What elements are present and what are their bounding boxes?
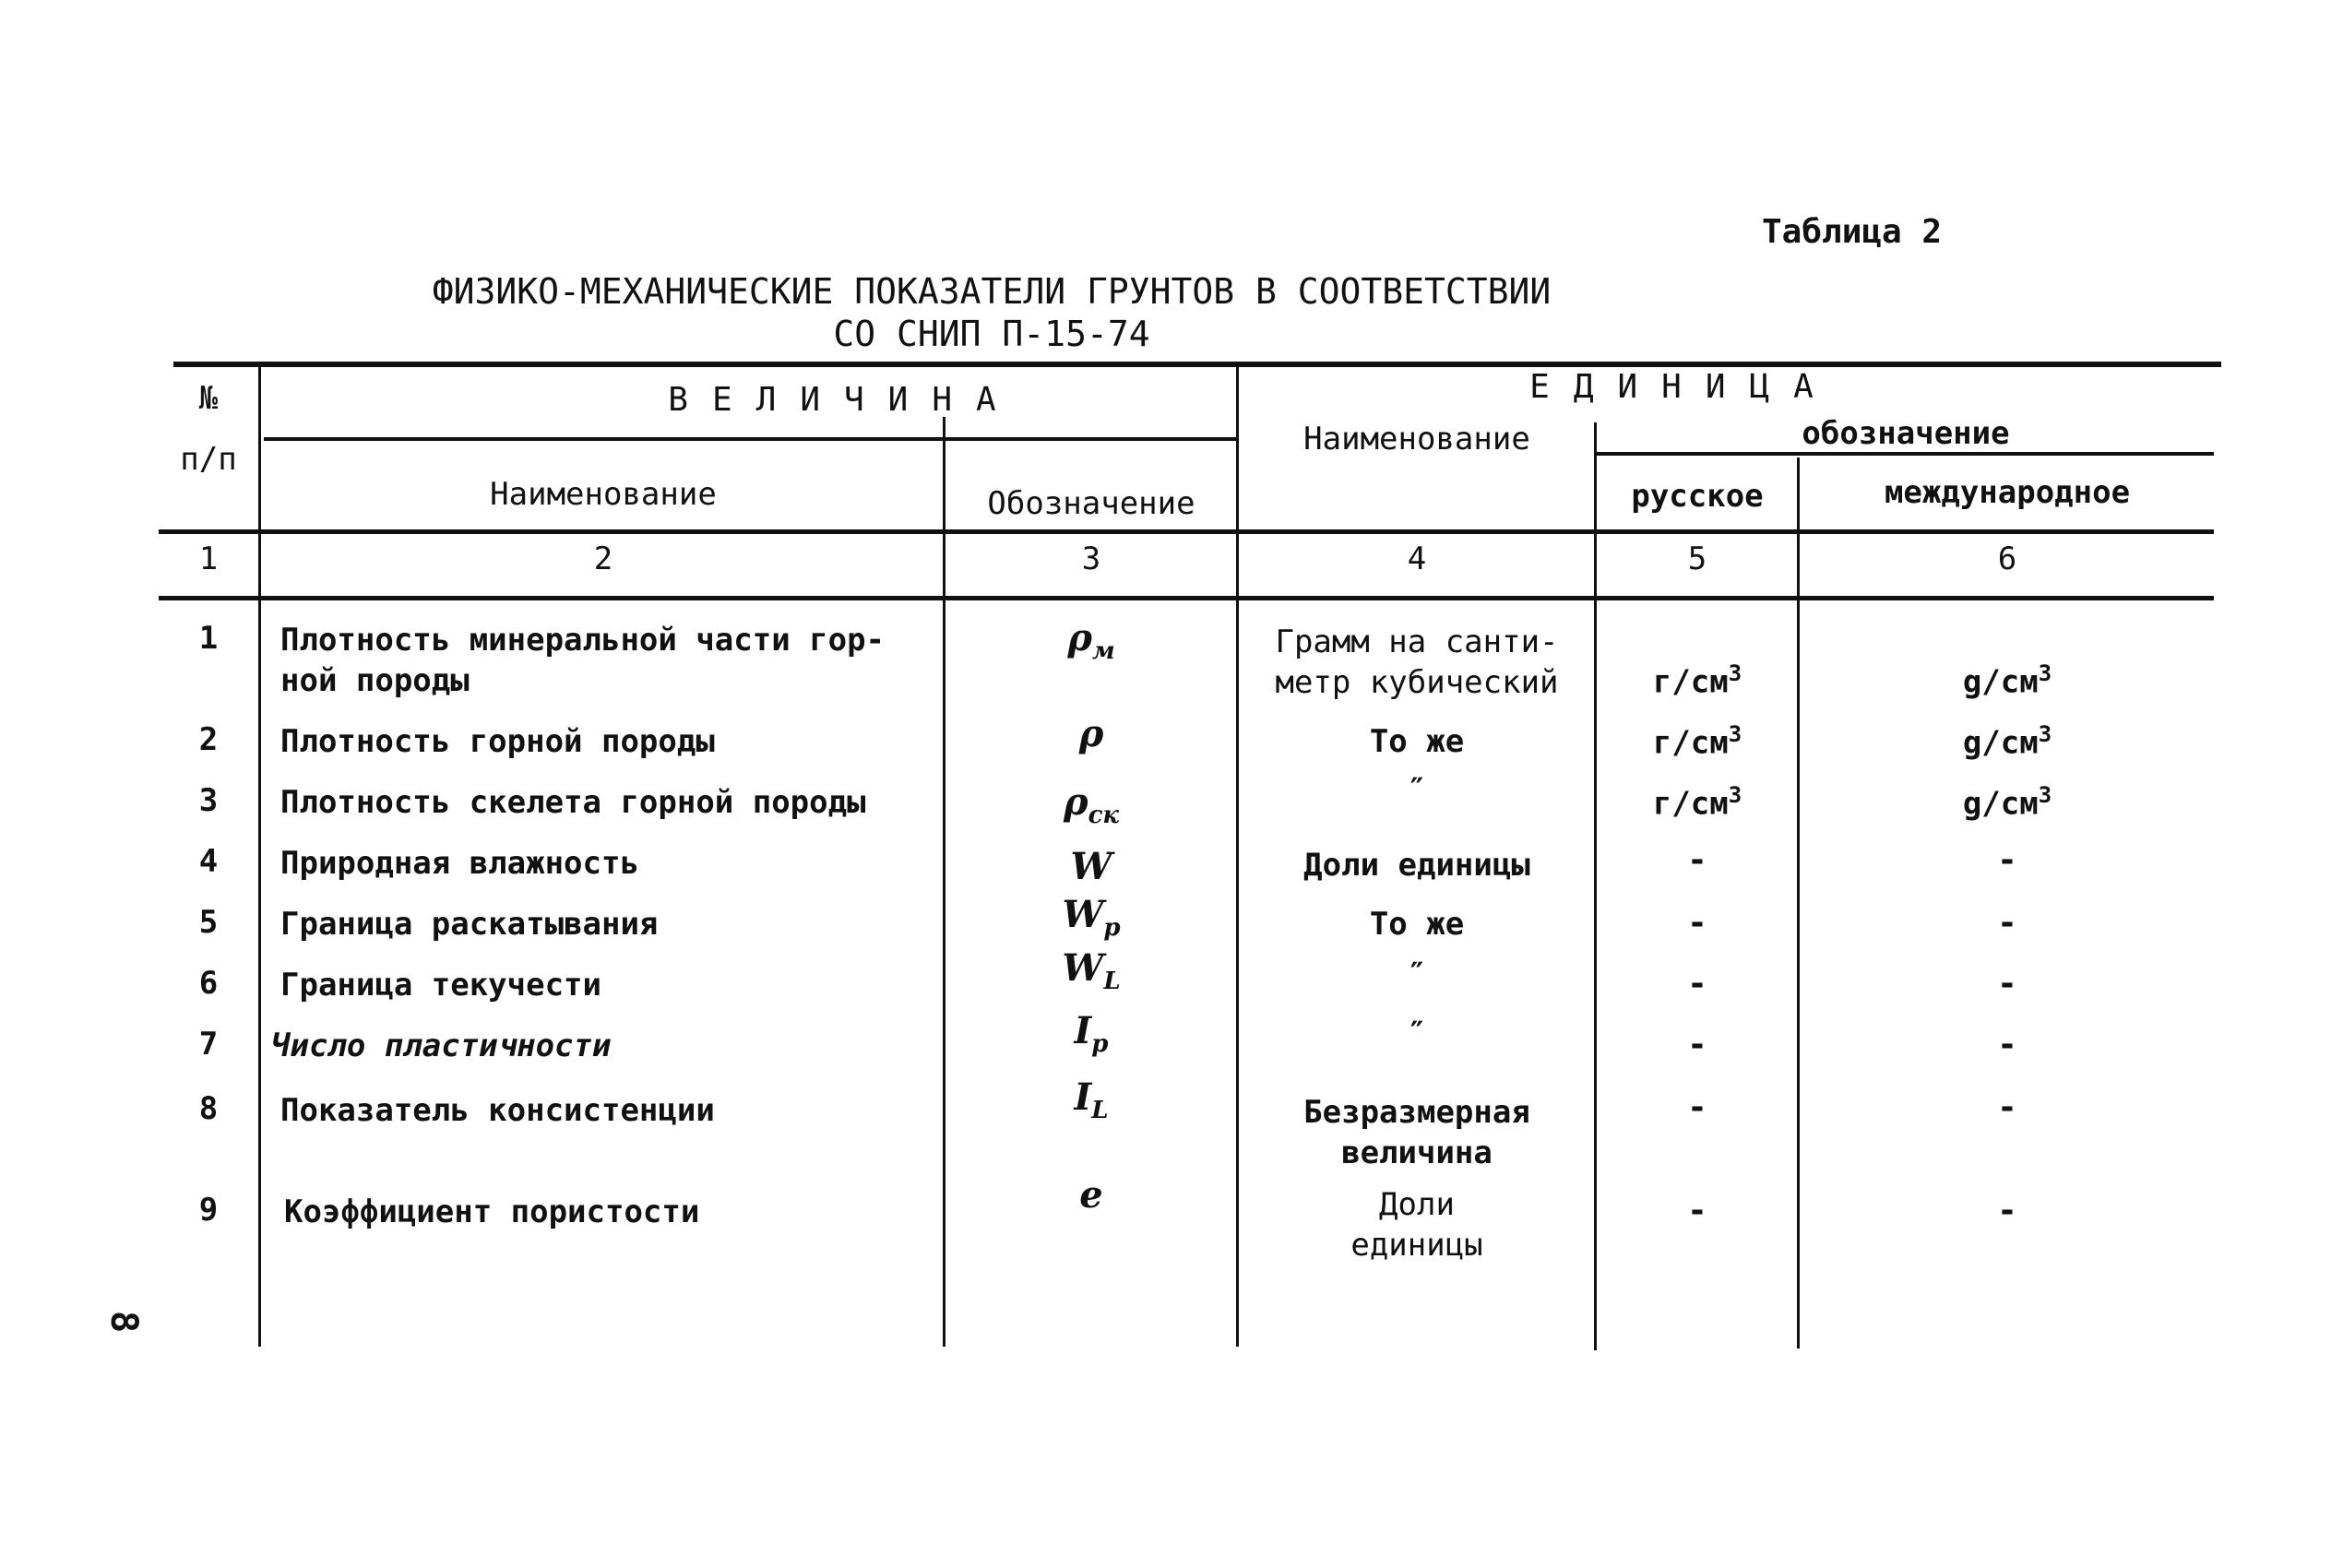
row9-unit-line2: единицы: [1350, 1227, 1483, 1264]
row6-symbol: $W_L$: [1062, 946, 1121, 995]
row6-num: 6: [198, 965, 219, 1002]
row6-unit-ru: -: [1687, 965, 1707, 1003]
header-bottom-rule: [159, 529, 2214, 534]
row5-num: 5: [198, 904, 219, 941]
row9-unit-ru: -: [1687, 1192, 1707, 1229]
table-top-rule: [173, 362, 2221, 367]
col-divider-1: [258, 365, 261, 1347]
row1-name-line1: Плотность минеральной части гор-: [280, 622, 886, 659]
row1-unit-line2: метр кубический: [1275, 664, 1559, 701]
page-number: 8: [102, 1310, 146, 1334]
row1-symbol: $\rho_м$: [1067, 616, 1115, 665]
colnum-5: 5: [1687, 540, 1707, 577]
row3-unit-int: $g/см^3$: [1962, 782, 2052, 823]
row6-name: Граница текучести: [280, 967, 601, 1004]
row2-symbol: ρ: [1078, 712, 1104, 755]
row2-unit-int: $g/см^3$: [1962, 721, 2052, 762]
col-divider-2: [943, 417, 945, 1347]
row5-unit-int: -: [1997, 904, 2017, 942]
table-label: Таблица 2: [1762, 213, 1943, 251]
header-unit-symbol-int: международное: [1884, 474, 2131, 511]
header-unit-symbol-group: обозначение: [1802, 415, 2010, 452]
header-quantity-name: Наименование: [490, 476, 717, 513]
header-unit-symbol-ru: русское: [1631, 478, 1764, 515]
row4-unit-ru: -: [1687, 841, 1707, 879]
row7-name: Число пластичности: [271, 1028, 612, 1064]
row1-name-line2: ной породы: [280, 662, 470, 699]
colnum-6: 6: [1997, 540, 2017, 577]
row1-unit-line1: Грамм на санти-: [1275, 624, 1559, 660]
col-divider-5: [1797, 457, 1800, 1348]
row3-unit-ru: $г/см^3$: [1652, 782, 1742, 823]
row5-name: Граница раскатывания: [280, 906, 659, 943]
row9-unit-int: -: [1997, 1192, 2017, 1229]
colnum-4: 4: [1407, 540, 1427, 577]
row4-unit-int: -: [1997, 841, 2017, 879]
row3-symbol: $\rho_{ск}$: [1063, 780, 1120, 829]
row7-symbol: $I_p$: [1074, 1009, 1109, 1058]
row4-num: 4: [198, 843, 219, 880]
row3-unit-ditto: ″: [1408, 771, 1426, 806]
row1-unit-int: $g/см^3$: [1962, 660, 2052, 701]
row2-num: 2: [198, 721, 219, 758]
quantity-group-rule: [264, 437, 1237, 441]
row4-symbol: W: [1070, 845, 1112, 888]
row8-num: 8: [198, 1090, 219, 1127]
colnum-bottom-rule: [159, 596, 2214, 600]
row4-unit: Доли единицы: [1303, 847, 1530, 884]
row7-unit-int: -: [1997, 1026, 2017, 1063]
col-divider-4: [1594, 422, 1597, 1350]
header-unit-group: ЕДИНИЦА: [1529, 368, 1837, 406]
table-title-line1: ФИЗИКО-МЕХАНИЧЕСКИЕ ПОКАЗАТЕЛИ ГРУНТОВ В СООТВЕТСТВИИ: [432, 271, 1552, 312]
row9-num: 9: [198, 1192, 219, 1229]
row9-symbol: e: [1079, 1173, 1103, 1217]
row7-unit-ru: -: [1687, 1026, 1707, 1063]
row8-symbol: $I_L$: [1074, 1075, 1109, 1124]
row5-unit: То же: [1369, 906, 1465, 943]
row1-num: 1: [198, 620, 219, 657]
row7-num: 7: [198, 1026, 219, 1063]
colnum-3: 3: [1081, 540, 1101, 577]
row3-num: 3: [198, 782, 219, 819]
row8-unit-line1: Безразмерная: [1303, 1094, 1530, 1131]
row8-unit-int: -: [1997, 1088, 2017, 1126]
row1-unit-ru: $г/см^3$: [1652, 660, 1742, 701]
row9-unit-line1: Доли: [1379, 1186, 1455, 1223]
header-unit-name: Наименование: [1303, 421, 1530, 457]
header-num-line2: п/п: [180, 441, 237, 478]
row7-unit-ditto: ″: [1408, 1015, 1426, 1050]
row4-name: Природная влажность: [280, 845, 639, 882]
row2-unit-ru: $г/см^3$: [1652, 721, 1742, 762]
row5-unit-ru: -: [1687, 904, 1707, 942]
colnum-1: 1: [198, 540, 219, 577]
header-quantity-group: ВЕЛИЧИНА: [668, 381, 1020, 419]
row8-name: Показатель консистенции: [280, 1092, 715, 1129]
row2-name: Плотность горной породы: [280, 723, 715, 760]
row6-unit-int: -: [1997, 965, 2017, 1003]
table-title-line2: СО СНИП П-15-74: [833, 314, 1150, 354]
header-quantity-symbol: Обозначение: [987, 485, 1195, 522]
col-divider-3: [1236, 367, 1239, 1347]
row8-unit-ru: -: [1687, 1088, 1707, 1126]
row8-unit-line2: величина: [1341, 1134, 1493, 1171]
row3-name: Плотность скелета горной породы: [280, 784, 866, 821]
header-num-line1: №: [198, 380, 219, 417]
row6-unit-ditto: ″: [1408, 956, 1426, 991]
row9-name: Коэффициент пористости: [284, 1194, 700, 1230]
row2-unit: То же: [1369, 723, 1465, 760]
colnum-2: 2: [593, 540, 613, 577]
unit-symbol-group-rule: [1596, 452, 2214, 456]
row5-symbol: $W_p$: [1062, 893, 1121, 942]
